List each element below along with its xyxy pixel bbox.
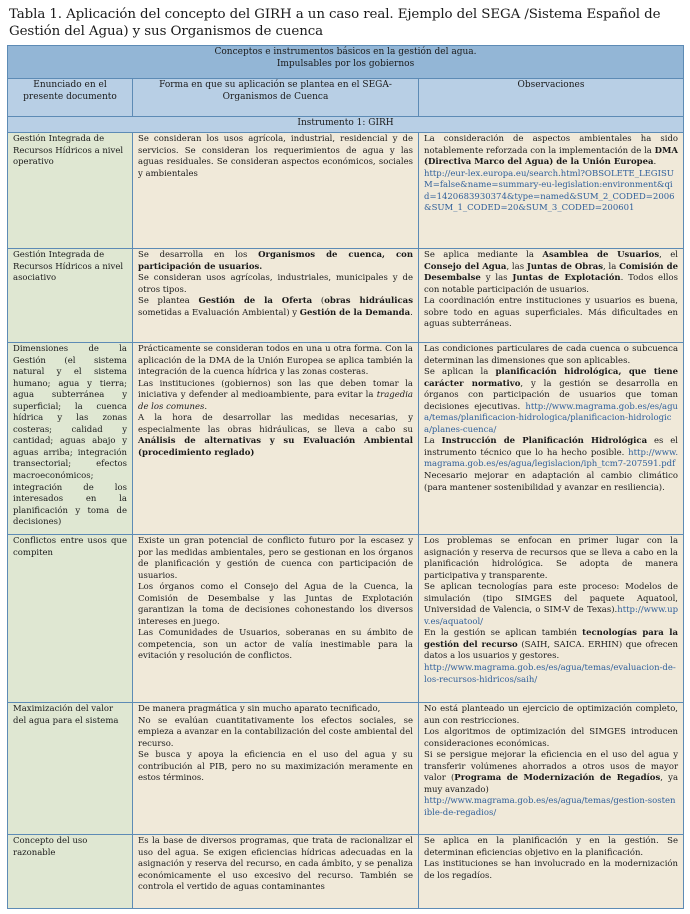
row-label: Dimensiones de la Gestión (el sistema natural y el sistema humano; agua y tierra; agua subterránea y superficial; la cuenca hídrica y las zonas costeras; calidad y cantidad; aguas abajo y aguas arriba; integración transectorial; efectos macroeconómicos; integración de los interesados en la planificación y toma de decisiones) — [8, 343, 133, 535]
cell-text-bold: Juntas de Obras — [526, 261, 604, 272]
cell-paragraph: Se consideran los usos agrícola, industrial, residencial y de servicios. Se consideran los requerimientos de agua y las aguas residuales. Se consideran aspectos económicos, sociales y ambientales — [138, 134, 413, 179]
cell-text-bold: Instrucción de Planificación Hidrológica — [441, 436, 648, 447]
cell-text-bold: DMA (Directiva Marco del Agua) de la Unión Europea — [424, 145, 679, 168]
column-header-forma: Forma en que su aplicación se plantea en el SEGA-Organismos de Cuenca — [133, 79, 419, 117]
table-row — [8, 133, 684, 249]
row-application — [133, 249, 419, 343]
concepts-header-cell — [8, 46, 684, 79]
cell-paragraph — [424, 367, 678, 436]
row-label: Conflictos entre usos que compiten — [8, 535, 133, 703]
cell-text-bold: Análisis de alternativas y su Evaluación Ambiental (procedimiento reglado) — [138, 436, 413, 458]
reference-link[interactable]: http://eur-lex.europa.eu/search.html?OBSOLETE_LEGISUM=false&name=summary-eu-legislation:environment&qid=1420683930374&type=named&SUM_2_CODED=2006&SUM_1_CODED=20&SUM_3_CODED=200601 — [424, 168, 675, 214]
cell-text-bold: Consejo del Agua — [424, 261, 507, 272]
cell-paragraph — [424, 750, 678, 796]
cell-paragraph: Necesario mejorar en adaptación al cambio climático (para mantener sostenibilidad y avanzar en resiliencia). — [424, 471, 679, 493]
cell-text: Las instituciones (gobiernos) son las que deben tomar la iniciativa y defender al medioambiente, para evitar la — [138, 378, 413, 401]
cell-paragraph — [138, 413, 413, 459]
cell-text-italic: tragedia de los comunes — [138, 390, 413, 412]
cell-text: . Todos ellos con notable participación de usuarios. — [424, 273, 679, 295]
cell-text-bold: Asamblea de Usuarios — [542, 250, 660, 260]
cell-text: Se aplican la — [424, 367, 496, 378]
cell-text: Se aplican tecnologías para este proceso: Modelos de simulación (tipo SIMGES del paquete Aquatool, Universidad de Valencia, o SIM-V de Texas). — [424, 582, 679, 616]
cell-paragraph: Los algoritmos de optimización del SIMGES introducen consideraciones económicas. — [424, 727, 679, 749]
cell-text-bold: Gestión de la Demanda — [299, 307, 411, 318]
row-label: Gestión Integrada de Recursos Hídricos a nivel operativo — [8, 133, 133, 249]
cell-text: y las — [480, 273, 513, 284]
cell-text: , la — [603, 261, 620, 272]
cell-text: Se aplica mediante la — [424, 250, 543, 260]
concepts-header-line2: Impulsables por los gobiernos — [276, 58, 415, 69]
row-application — [133, 835, 419, 909]
reference-link[interactable]: http://www.upv.es/aquatool/ — [424, 605, 679, 627]
cell-paragraph: Se busca y apoya la eficiencia en el uso del agua y su contribución al PIB, pero no su maximización meramente en estos términos. — [138, 750, 413, 784]
row-observations — [419, 535, 684, 703]
reference-link[interactable]: http://www.magrama.gob.es/es/agua/temas/evaluacion-de-los-recursos-hidricos/saih/ — [424, 663, 676, 685]
cell-text-bold: Programa de Modernización de Regadíos — [454, 773, 661, 784]
row-observations — [419, 133, 684, 249]
cell-paragraph: Los órganos como el Consejo del Agua de la Cuenca, la Comisión de Desembalse y las Juntas de Explotación garantizan la toma de decisiones cohonestando los diversos intereses en juego. — [138, 582, 413, 627]
row-label: Maximización del valor del agua para el sistema — [8, 703, 133, 835]
table-header-concepts — [8, 46, 684, 79]
table-header-columns — [8, 79, 684, 117]
cell-text-bold: obras hidráulicas — [324, 296, 413, 307]
cell-text: . — [653, 157, 657, 168]
table-row — [8, 343, 684, 535]
column-header-observaciones: Observaciones — [419, 79, 684, 117]
cell-text: . — [204, 401, 208, 412]
table-row — [8, 835, 684, 909]
cell-paragraph: No se evalúan cuantitativamente los efectos sociales, se empieza a avanzar en la contabilización del coste ambiental del recurso. — [138, 715, 413, 749]
cell-paragraph: Las Comunidades de Usuarios, soberanas en su ámbito de competencia, son un actor de valía inestimable para la evitación y resolución de conflictos. — [138, 628, 413, 662]
cell-paragraph — [424, 582, 678, 628]
row-observations — [419, 835, 684, 909]
cell-paragraph: Prácticamente se consideran todos en una u otra forma. Con la aplicación de la DMA de la Unión Europea se aplica también la integración de la cuenca hídrica y las zonas costeras. — [138, 344, 413, 378]
table-row — [8, 249, 684, 343]
cell-paragraph: Las condiciones particulares de cada cuenca o subcuenca determinan las dimensiones que son aplicables. — [424, 344, 679, 366]
row-observations — [419, 249, 684, 343]
cell-text: sometidas a Evaluación Ambiental) y — [138, 307, 300, 318]
row-observations — [419, 343, 684, 535]
cell-paragraph — [424, 628, 678, 663]
cell-paragraph — [138, 250, 413, 273]
cell-text: ( — [312, 296, 325, 307]
cell-paragraph: Existe un gran potencial de conflicto futuro por la escasez y por las medidas ambientales, pero se gestionan en los órganos de planificación y gestión de cuenca con participación de usuarios. — [138, 536, 413, 581]
reference-link[interactable]: http://www.magrama.gob.es/es/agua/temas/planificacion-hidrologica/planificacion-hidrologica/planes-cuenca/ — [424, 401, 679, 435]
row-label: Gestión Integrada de Recursos Hídricos a nivel asociativo — [8, 249, 133, 343]
concepts-header-line1: Conceptos e instrumentos básicos en la gestión del agua. — [214, 47, 477, 57]
cell-paragraph: No está planteado un ejercicio de optimización completo, aun con restricciones. — [424, 704, 679, 726]
cell-text: , el — [659, 250, 679, 260]
instrument-label: Instrumento 1: GIRH — [8, 117, 684, 133]
cell-text: En la gestión se aplican también — [424, 628, 583, 639]
cell-text: , y la gestión se desarrolla en órganos con participación de usuarios que toman decisiones ejecutivas. — [424, 378, 679, 412]
row-application — [133, 535, 419, 703]
cell-paragraph: De manera pragmática y sin mucho aparato tecnificado, — [138, 704, 381, 714]
row-application — [133, 343, 419, 535]
row-label: Concepto del uso razonable — [8, 835, 133, 909]
cell-paragraph: Se aplica en la planificación y en la gestión. Se determinan eficiencias objetivo en la planificación. — [424, 836, 679, 858]
table-row — [8, 703, 684, 835]
cell-text-bold: Comisión de Desembalse — [424, 261, 678, 284]
cell-text: , las — [506, 261, 527, 272]
row-application — [133, 133, 419, 249]
cell-text: . — [410, 307, 413, 318]
table-caption: Tabla 1. Aplicación del concepto del GIRH a un caso real. Ejemplo del SEGA /Sistema Español de Gestión del Agua) y sus Organismos de cuenca — [9, 7, 661, 39]
cell-text: , ya muy avanzado) — [424, 773, 679, 795]
cell-paragraph — [138, 379, 413, 414]
cell-text-bold: Gestión de la Oferta — [198, 296, 313, 307]
cell-text-bold: Juntas de Explotación — [512, 273, 621, 284]
reference-link[interactable]: http://www.magrama.gob.es/es/agua/temas/gestion-sostenible-de-regadios/ — [424, 796, 676, 818]
cell-text: Si se persigue mejorar la eficiencia en el uso del agua y transferir volúmenes ahorrados a otros usos de mayor valor ( — [424, 750, 679, 784]
cell-paragraph: La coordinación entre instituciones y usuarios es buena, sobre todo en aguas superficiales. Más dificultades en aguas subterráneas. — [424, 296, 679, 330]
cell-paragraph — [424, 250, 678, 296]
row-application — [133, 703, 419, 835]
reference-link[interactable]: http://www.magrama.gob.es/es/agua/legislacion/iph_tcm7-207591.pdf — [424, 447, 679, 470]
cell-paragraph — [138, 296, 413, 319]
cell-text-bold: Organismos de cuenca, con participación de usuarios. — [138, 250, 413, 272]
cell-text: La — [424, 436, 442, 447]
cell-paragraph: Se consideran usos agrícolas, industriales, municipales y de otros tipos. — [138, 273, 413, 295]
cell-text: Se plantea — [138, 296, 199, 307]
cell-paragraph: Las instituciones se han involucrado en la modernización de los regadíos. — [424, 859, 679, 881]
cell-text: (SAIH, SAICA. ERHIN) que ofrecen datos a los usuarios y gestores. — [424, 639, 679, 662]
girh-table — [7, 45, 684, 909]
cell-paragraph: Los problemas se enfocan en primer lugar con la asignación y reserva de recursos que se lleva a cabo en la planificación hidrológica. Se adopta de manera participativa y transparente. — [424, 536, 679, 581]
cell-text: Se desarrolla en los — [138, 250, 259, 260]
cell-text: A la hora de desarrollar las medidas necesarias, y especialmente las obras hidráulicas, se lleva a cabo su — [138, 413, 413, 435]
cell-text: es el instrumento técnico que lo ha hecho posible. — [424, 436, 679, 458]
cell-paragraph: Es la base de diversos programas, que trata de racionalizar el uso del agua. Se exigen eficiencias hídricas adecuadas en la asignación y reserva del recurso, en cada ámbito, y se penaliza económicamente el uso excesivo del recurso. También se controla el vertido de aguas contaminantes — [138, 836, 413, 893]
cell-paragraph — [424, 134, 678, 169]
instrument-row — [8, 117, 684, 133]
table-row — [8, 535, 684, 703]
column-header-enunciado: Enunciado en el presente documento — [8, 79, 133, 117]
cell-text-bold: tecnologías para la gestión del recurso — [424, 628, 678, 650]
cell-text-bold: planificación hidrológica, que tiene carácter normativo — [424, 367, 679, 389]
row-observations — [419, 703, 684, 835]
cell-text: La consideración de aspectos ambientales ha sido notablemente reforzada con la implementación de la — [424, 134, 679, 156]
cell-paragraph — [424, 436, 678, 471]
